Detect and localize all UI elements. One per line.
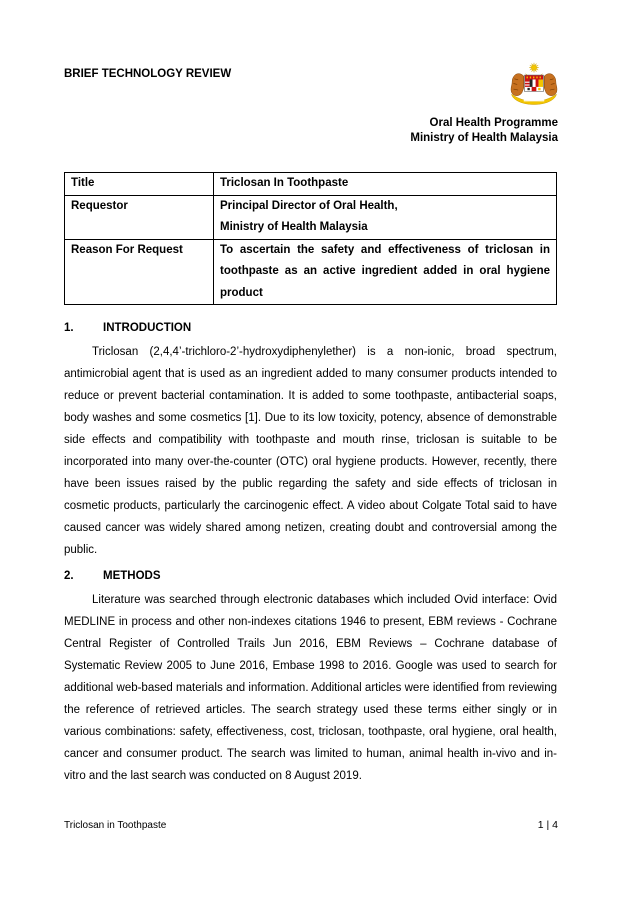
requestor-line-2: Ministry of Health Malaysia xyxy=(220,221,368,233)
title-label: Title xyxy=(65,173,214,196)
requestor-label: Requestor xyxy=(65,195,214,239)
review-info-table xyxy=(64,172,557,305)
section-body-text: Triclosan (2,4,4’-trichloro-2’-hydroxydiphenylether) is a non-ionic, broad spectrum, antimicrobial agent that is used as an ingredient added to many consumer products intended to reduce or prevent bacterial contamination. It is added to some toothpaste, antibacterial soaps, body washes and some cosmetics [1]. Due to its low toxicity, potency, absence of demonstrable side effects and compatibility with toothpaste and mouth rinse, triclosan is suitable to be incorporated into many over-the-counter (OTC) oral hygiene products. However, recently, there have been issues raised by the public regarding the safety and side effects of triclosan in cosmetic products, particularly the carcinogenic effect. A video about Colgate Total said to have caused cancer was widely shared among netizen, creating doubt and controversial among the public. xyxy=(64,346,557,556)
requestor-line-1: Principal Director of Oral Health, xyxy=(220,199,398,212)
section-number: 1. xyxy=(64,322,74,334)
section-heading xyxy=(64,317,557,339)
section-body-text: Literature was searched through electronic databases which included Ovid interface: Ovid MEDLINE in process and other non-indexes citations 1946 to present, EBM reviews - Cochrane Central Register of Controlled Trails Jun 2016, EBM Reviews – Cochrane database of Systematic Review 2005 to June 2016, Embase 1998 to 2016. Google was used to search for additional web-based materials and information. Additional articles were identified from reviewing the reference of retrieved articles. The search strategy used these terms either singly or in various combinations: safety, effectiveness, cost, triclosan, toothpaste, oral hygiene, oral health, cancer and consumer product. The search was limited to human, animal health in-vivo and in-vitro and the last search was conducted on 8 August 2019. xyxy=(64,594,557,782)
section-heading xyxy=(64,565,557,587)
section-title: METHODS xyxy=(103,570,161,582)
table-row-reason xyxy=(65,239,557,305)
footer-document-title: Triclosan in Toothpaste xyxy=(64,820,167,831)
ministry-name: Ministry of Health Malaysia xyxy=(410,132,558,144)
table-row-requestor xyxy=(65,195,557,239)
reason-label: Reason For Request xyxy=(65,239,214,305)
requestor-value xyxy=(214,195,557,239)
issuing-organization xyxy=(410,116,558,146)
programme-name: Oral Health Programme xyxy=(429,117,558,129)
section-methods xyxy=(64,565,557,787)
page-footer xyxy=(64,819,558,831)
reason-value: To ascertain the safety and effectiveness of triclosan in toothpaste as an active ingredient added in oral hygiene product xyxy=(214,239,557,305)
footer-page-number: 1 | 4 xyxy=(537,819,558,831)
document-type-heading: BRIEF TECHNOLOGY REVIEW xyxy=(64,68,232,80)
section-number: 2. xyxy=(64,570,74,582)
table-row-title xyxy=(65,173,557,196)
title-value: Triclosan In Toothpaste xyxy=(214,173,557,196)
section-introduction xyxy=(64,317,557,561)
malaysia-coat-of-arms-icon xyxy=(506,61,562,106)
section-title: INTRODUCTION xyxy=(103,322,192,334)
